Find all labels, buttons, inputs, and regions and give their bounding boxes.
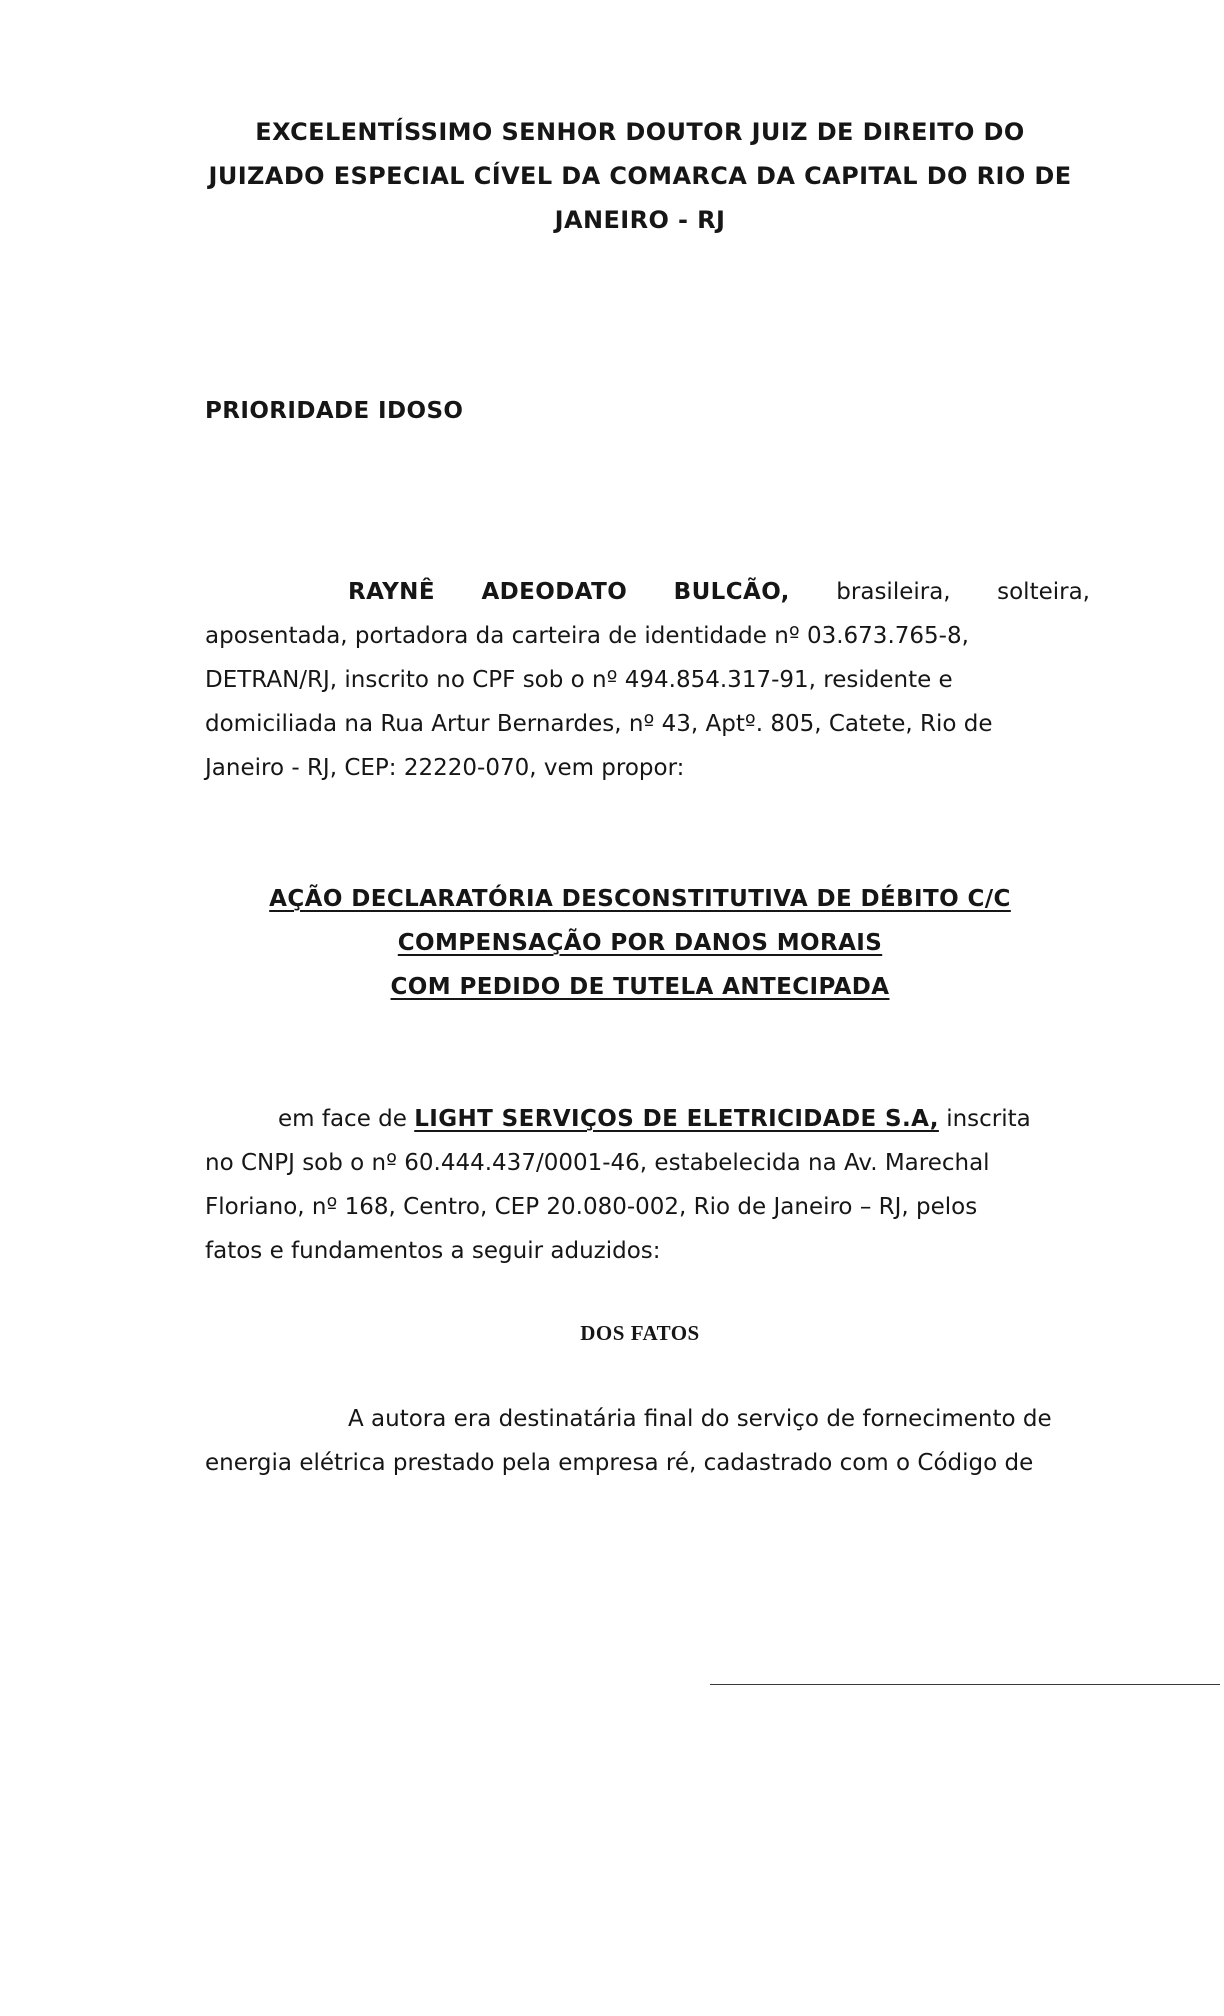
defendant-company-name: LIGHT SERVIÇOS DE ELETRICIDADE S.A, [414, 1106, 939, 1132]
plaintiff-name-word: RAYNÊ [348, 579, 435, 605]
action-title-line: COM PEDIDO DE TUTELA ANTECIPADA [390, 974, 890, 1000]
facts-paragraph [205, 1397, 1090, 1485]
qualification-line: DETRAN/RJ, inscrito no CPF sob o nº 494.854.317-91, residente e [205, 667, 953, 693]
addressee-line: JANEIRO - RJ [554, 206, 726, 234]
plaintiff-qualification [205, 570, 1090, 790]
plaintiff-name-word: ADEODATO [481, 579, 628, 605]
addressee-line: JUIZADO ESPECIAL CÍVEL DA COMARCA DA CAPITAL DO RIO DE [208, 162, 1072, 190]
defendant-qualification [205, 1097, 1090, 1273]
defendant-prefix: em face de [278, 1106, 407, 1132]
qualification-first-line [205, 570, 1090, 614]
priority-notice: PRIORIDADE IDOSO [205, 398, 464, 424]
facts-line: energia elétrica prestado pela empresa ré, cadastrado com o Código de [205, 1450, 1034, 1476]
qualification-line: Janeiro - RJ, CEP: 22220-070, vem propor: [205, 755, 685, 781]
addressee-line: EXCELENTÍSSIMO SENHOR DOUTOR JUIZ DE DIREITO DO [255, 118, 1025, 146]
section-heading-facts: DOS FATOS [580, 1321, 700, 1345]
action-title-line: COMPENSAÇÃO POR DANOS MORAIS [397, 930, 883, 956]
defendant-first-line [205, 1097, 1090, 1141]
qualification-line: domiciliada na Rua Artur Bernardes, nº 43, Aptº. 805, Catete, Rio de [205, 711, 993, 737]
plaintiff-name-word: BULCÃO, [673, 579, 790, 605]
facts-line: A autora era destinatária final do serviço de fornecimento de [348, 1406, 1052, 1432]
action-title-line: AÇÃO DECLARATÓRIA DESCONSTITUTIVA DE DÉBITO C/C [269, 886, 1011, 912]
defendant-line: fatos e fundamentos a seguir aduzidos: [205, 1238, 661, 1264]
defendant-line: no CNPJ sob o nº 60.444.437/0001-46, estabelecida na Av. Marechal [205, 1150, 990, 1176]
footer-divider [710, 1684, 1220, 1685]
action-title [200, 877, 1080, 1009]
addressee-header [200, 110, 1080, 242]
qualification-word: solteira, [997, 579, 1090, 605]
defendant-suffix: inscrita [946, 1106, 1031, 1132]
defendant-line: Floriano, nº 168, Centro, CEP 20.080-002, Rio de Janeiro – RJ, pelos [205, 1194, 978, 1220]
qualification-line: aposentada, portadora da carteira de identidade nº 03.673.765-8, [205, 623, 969, 649]
qualification-word: brasileira, [836, 579, 951, 605]
